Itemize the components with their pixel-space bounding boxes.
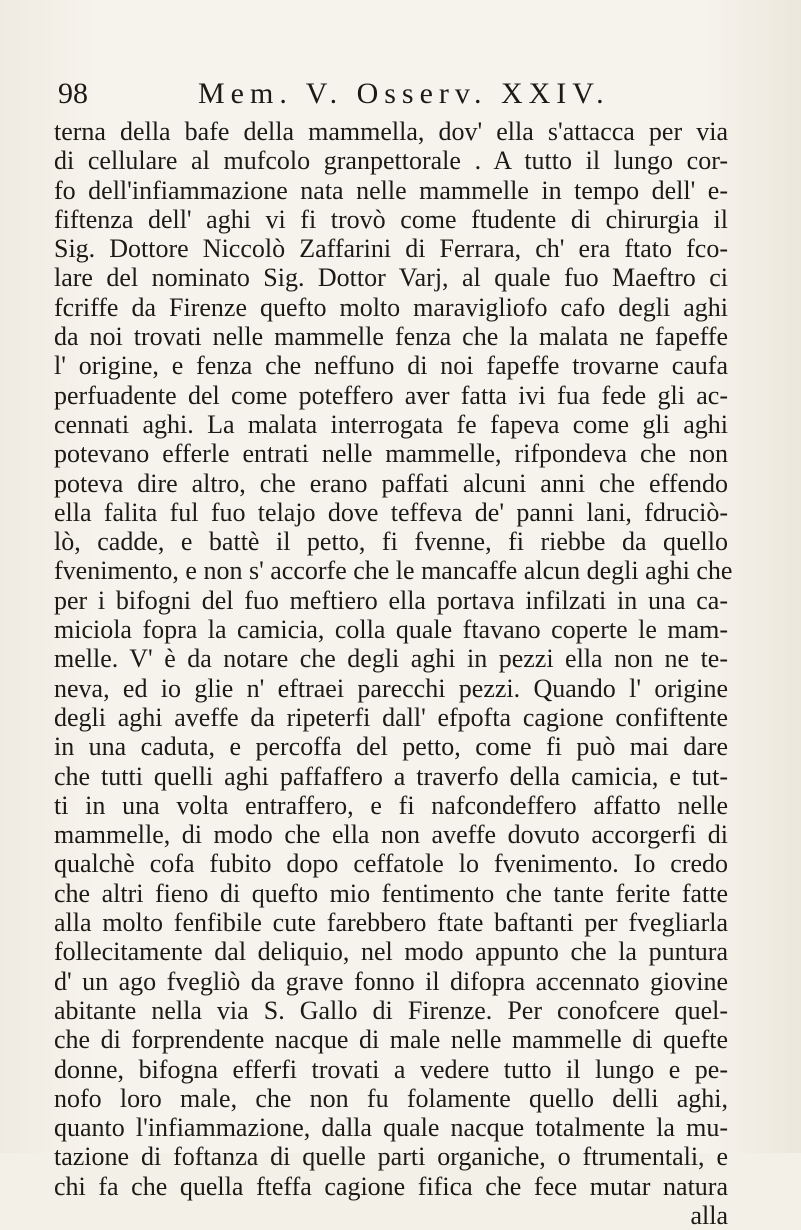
running-head: Mem. V. Osserv. XXIV. (198, 77, 610, 110)
text-line: abitante nella via S. Gallo di Firenze. Per conofcere quel- (54, 995, 728, 1025)
text-line: melle. V' è da notare che degli aghi in pezzi ella non ne te- (54, 644, 728, 674)
text-line: potevano efferle entrati nelle mammelle, rifpondeva che non (54, 439, 728, 469)
text-line: miciola fopra la camicia, colla quale ftavano coperte le mam- (54, 615, 728, 645)
text-line: poteva dire altro, che erano paffati alcuni anni che effendo (54, 468, 728, 498)
text-line: donne, bifogna efferfi trovati a vedere tutto il lungo e pe- (54, 1054, 728, 1084)
text-line: chi fa che quella fteffa cagione fifica che fece mutar natura (54, 1171, 728, 1201)
text-line: mammelle, di modo che ella non aveffe dovuto accorgerfi di (54, 820, 728, 850)
text-line: ti in una volta entraffero, e fi nafcondeffero affatto nelle (54, 790, 728, 820)
text-line: di cellulare al mufcolo granpettorale . A tutto il lungo cor- (54, 146, 728, 176)
text-line: fo dell'infiammazione nata nelle mammelle in tempo dell' e- (54, 175, 728, 205)
body-text (54, 117, 733, 1230)
text-line: fcriffe da Firenze quefto molto maravigliofo cafo degli aghi (54, 292, 728, 322)
text-line: da noi trovati nelle mammelle fenza che la malata ne fapeffe (54, 322, 728, 352)
text-line: l' origine, e fenza che neffuno di noi fapeffe trovarne caufa (54, 351, 728, 381)
text-line: neva, ed io glie n' eftraei parecchi pezzi. Quando l' origine (54, 673, 728, 703)
text-line: che tutti quelli aghi paffaffero a traverfo della camicia, e tut- (54, 761, 728, 791)
text-line: tazione di foftanza di quelle parti organiche, o ftrumentali, e (54, 1142, 728, 1172)
text-line: qualchè cofa fubito dopo ceffatole lo fvenimento. Io credo (54, 849, 728, 879)
text-line: alla (690, 1200, 728, 1230)
text-line: lare del nominato Sig. Dottor Varj, al quale fuo Maeftro ci (54, 263, 728, 293)
text-line: follecitamente dal deliquio, nel modo appunto che la puntura (54, 937, 728, 967)
page-header (58, 74, 724, 114)
text-line: fvenimento, e non s' accorfe che le mancaffe alcun degli aghi che (54, 556, 733, 586)
text-line: ella falita ful fuo telajo dove teffeva de' panni lani, fdruciò- (54, 497, 728, 527)
text-line: nofo loro male, che non fu folamente quello delli aghi, (54, 1083, 728, 1113)
text-line: che di forprendente nacque di male nelle mammelle di quefte (54, 1025, 728, 1055)
text-line: alla molto fenfibile cute farebbero ftate baftanti per fvegliarla (54, 908, 728, 938)
text-line: terna della bafe della mammella, dov' ella s'attacca per via (54, 117, 728, 146)
text-line: per i bifogni del fuo meftiero ella portava infilzati in una ca- (54, 585, 728, 615)
text-line: in una caduta, e percoffa del petto, come fi può mai dare (54, 732, 728, 762)
page-number: 98 (58, 77, 88, 110)
text-line: che altri fieno di quefto mio fentimento che tante ferite fatte (54, 878, 728, 908)
text-line: fiftenza dell' aghi vi fi trovò come ftudente di chirurgia il (54, 204, 728, 234)
text-line: quanto l'infiammazione, dalla quale nacque totalmente la mu- (54, 1113, 728, 1143)
text-line: perfuadente del come poteffero aver fatta ivi fua fede gli ac- (54, 380, 728, 410)
text-line: d' un ago fvegliò da grave fonno il difopra accennato giovine (54, 966, 728, 996)
text-line: cennati aghi. La malata interrogata fe fapeva come gli aghi (54, 409, 728, 439)
text-line: degli aghi aveffe da ripeterfi dall' efpofta cagione confiftente (54, 702, 728, 732)
text-line: Sig. Dottore Niccolò Zaffarini di Ferrara, ch' era ftato fco- (54, 234, 728, 264)
text-line: lò, cadde, e battè il petto, fi fvenne, fi riebbe da quello (54, 527, 728, 557)
